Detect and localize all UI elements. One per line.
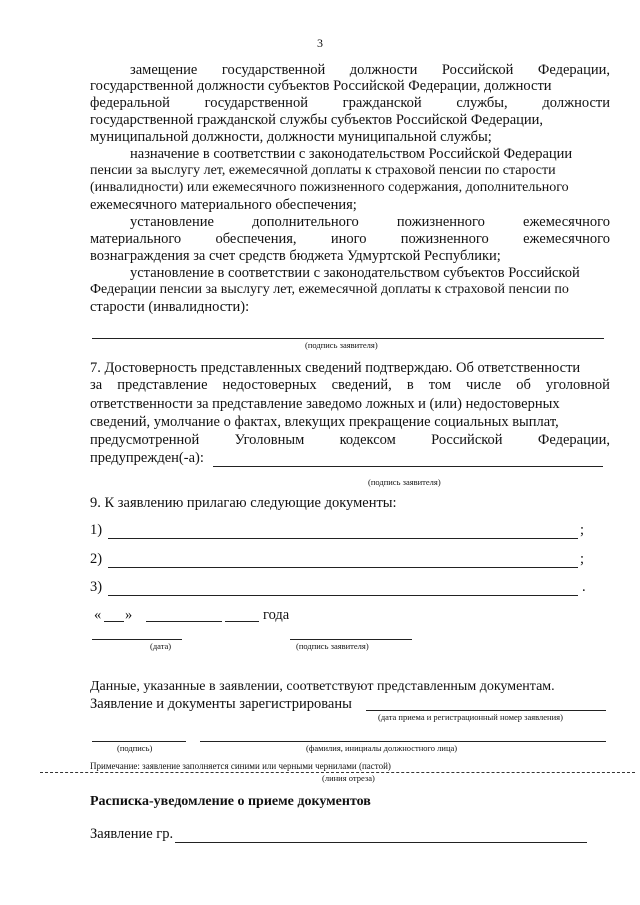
word: Российской [431,432,503,448]
doc-end: . [582,579,586,595]
text-line: муниципальной должности, должности муниципальной службы; [90,129,492,145]
word: за [90,377,103,393]
word: ежемесячного [523,214,610,230]
registered-text: Заявление и документы зарегистрированы [90,696,352,712]
page-number: 3 [317,36,323,50]
word: Федерации, [537,432,610,448]
word: предусмотренной [90,432,200,448]
text-line: пенсии за выслугу лет, ежемесячной доплаты к страховой пенсии по старости [90,163,556,178]
justified-line [90,377,610,394]
doc-end: ; [580,551,585,567]
official-name-line[interactable] [200,741,606,742]
text-line: государственной должности субъектов Российской Федерации, должности [90,78,552,94]
word: кодексом [339,432,396,448]
word: сведений, [331,377,392,393]
word: федеральной [90,95,170,111]
text-line: ежемесячного материального обеспечения; [90,197,357,213]
signature-caption: (подпись) [117,743,153,753]
justified-line [130,62,610,79]
document-line-3[interactable] [108,595,578,596]
text-line: назначение в соответствии с законодательством Российской Федерации [130,146,573,162]
signature-line[interactable] [92,338,604,339]
text-line: сведений, умолчание о фактах, влекущих прекращение социальных выплат, [90,414,559,430]
word: представление [117,377,208,393]
receipt-text: Заявление гр. [90,826,174,842]
text-line: 7. Достоверность представленных сведений подтверждаю. Об ответственности [90,360,581,376]
receipt-name-line[interactable] [175,842,587,843]
cut-caption: (линия отреза) [322,773,375,783]
document-line-1[interactable] [108,538,578,539]
word: уголовной [545,377,610,393]
text-line: вознаграждения за счет средств бюджета Удмуртской Республики; [90,248,501,264]
word: материального [90,231,182,247]
justified-line [90,432,610,449]
doc-number: 1) [90,522,103,538]
doc-number: 3) [90,579,103,595]
word: замещение [130,62,198,78]
word: гражданской [342,95,422,111]
word: том [428,377,451,393]
date-caption: (дата) [150,641,172,651]
month-field[interactable] [146,621,222,622]
doc-end: ; [580,522,585,538]
justified-line [90,231,610,248]
document-line-2[interactable] [108,567,578,568]
signature-caption: (подпись заявителя) [305,340,378,350]
official-signature-line[interactable] [92,741,186,742]
justified-line [130,214,610,231]
warning-signature-line[interactable] [213,466,603,467]
text-line: предупрежден(-а): [90,450,204,466]
text-line: (инвалидности) или ежемесячного пожизненного содержания, дополнительного [90,180,569,195]
word: числе [466,377,502,393]
section-title: 9. К заявлению прилагаю следующие документы: [90,495,397,511]
word: Уголовным [234,432,305,448]
signature-caption: (подпись заявителя) [368,477,441,487]
open-quote: « [94,607,102,623]
close-quote: » [125,607,133,623]
word: должности [349,62,418,78]
word: государственной [221,62,326,78]
justified-line [90,95,610,112]
applicant-signature-caption: (подпись заявителя) [296,641,369,651]
word: установление [130,214,214,230]
word: пожизненного [400,231,489,247]
word: иного [330,231,367,247]
word: об [516,377,531,393]
receipt-title: Расписка-уведомление о приеме документов [90,794,371,809]
word: дополнительного [252,214,359,230]
text-line: Федерации пенсии за выслугу лет, ежемесячной доплаты к страховой пенсии по [90,282,569,297]
word: обеспечения, [215,231,297,247]
day-field[interactable] [104,621,124,622]
text-line: старости (инвалидности): [90,299,250,315]
text-line: ответственности за представление заведомо ложных и (или) недостоверных [90,396,560,412]
word: Российской [441,62,514,78]
word: ежемесячного [523,231,610,247]
text-line: установление в соответствии с законодательством субъектов Российской [130,265,580,281]
official-name-caption: (фамилия, инициалы должностного лица) [306,743,458,753]
date-signature-line[interactable] [92,639,182,640]
year-field[interactable] [225,621,259,622]
word: государственной [204,95,308,111]
word: недостоверных [222,377,317,393]
word: Федерации, [537,62,610,78]
note-text: Примечание: заявление заполняется синими или черными чернилами (пастой) [90,761,391,771]
word: должности [542,95,610,111]
doc-number: 2) [90,551,103,567]
word: службы, [456,95,508,111]
data-confirm-text: Данные, указанные в заявлении, соответствуют представленным документам. [90,679,555,694]
word: пожизненного [396,214,485,230]
text-line: государственной гражданской службы субъектов Российской Федерации, [90,112,544,128]
applicant-signature-line[interactable] [290,639,412,640]
registration-caption: (дата приема и регистрационный номер заявления) [378,712,563,722]
year-word: года [263,607,290,623]
word: в [406,377,414,393]
registration-line[interactable] [366,710,606,711]
